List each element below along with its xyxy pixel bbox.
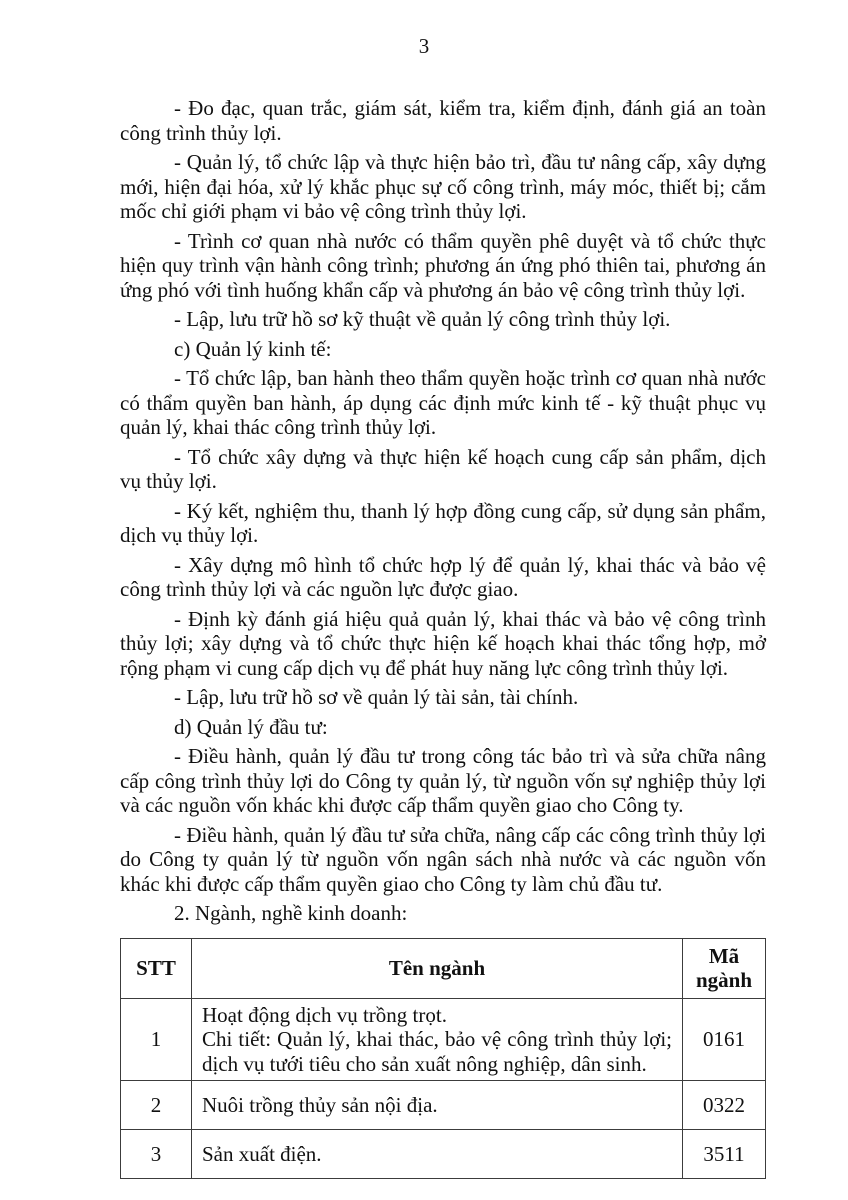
table-header-row [121,938,766,998]
industry-detail: Chi tiết: Quản lý, khai thác, bảo vệ công trình thủy lợi; dịch vụ tưới tiêu cho sản xuất nông nghiệp, dân sinh. [202,1027,672,1076]
paragraph-quan-ly-to-chuc: - Quản lý, tổ chức lập và thực hiện bảo trì, đầu tư nâng cấp, xây dựng mới, hiện đại hóa, xử lý khắc phục sự cố công trình, máy móc, thiết bị; cắm mốc chỉ giới phạm vi bảo vệ công trình thủy lợi. [120,150,766,223]
table-row [121,1130,766,1179]
row-industry-name [192,1130,683,1179]
industry-title: Sản xuất điện. [202,1141,322,1166]
paragraph-to-chuc-xay-dung: - Tổ chức xây dựng và thực hiện kế hoạch cung cấp sản phẩm, dịch vụ thủy lợi. [120,444,766,493]
paragraph-xay-dung-mo-hinh: - Xây dựng mô hình tổ chức hợp lý để quản lý, khai thác và bảo vệ công trình thủy lợi và các nguồn lực được giao. [120,552,766,601]
row-industry-code: 0161 [683,998,766,1081]
table-row [121,1081,766,1130]
row-industry-code: 3511 [683,1130,766,1179]
table-row [121,998,766,1081]
row-stt: 3 [121,1130,192,1179]
page-number: 3 [418,34,430,58]
paragraph-lap-luu-tru-tai-san: - Lập, lưu trữ hồ sơ về quản lý tài sản, tài chính. [174,685,579,709]
document-body [120,96,766,1179]
paragraph-dieu-hanh-bao-tri: - Điều hành, quản lý đầu tư trong công tác bảo trì và sửa chữa nâng cấp công trình thủy lợi do Công ty quản lý, từ nguồn vốn sự nghiệp thủy lợi và các nguồn vốn khác khi được cấp thẩm quyền giao cho Công ty. [120,744,766,817]
paragraph-lap-luu-tru-ky-thuat: - Lập, lưu trữ hồ sơ kỹ thuật về quản lý công trình thủy lợi. [174,307,671,331]
row-industry-name [192,998,683,1081]
industry-title: Hoạt động dịch vụ trồng trọt. [202,1002,447,1027]
paragraph-do-dac: - Đo đạc, quan trắc, giám sát, kiểm tra, kiểm định, đánh giá an toàn công trình thủy lợi. [120,96,766,145]
paragraph-dieu-hanh-sua-chua: - Điều hành, quản lý đầu tư sửa chữa, nâng cấp các công trình thủy lợi do Công ty quản lý từ nguồn vốn ngân sách nhà nước và các nguồn vốn khác khi được cấp thẩm quyền giao cho Công ty làm chủ đầu tư. [120,822,766,896]
business-lines-table [120,938,766,1180]
paragraph-to-chuc-lap-ban-hanh: - Tổ chức lập, ban hành theo thẩm quyền hoặc trình cơ quan nhà nước có thẩm quyền ban hành, áp dụng các định mức kinh tế - kỹ thuật phục vụ quản lý, khai thác công trình thủy lợi. [120,366,766,439]
table-header-stt: STT [121,938,192,998]
row-industry-name [192,1081,683,1130]
row-stt: 2 [121,1081,192,1130]
heading-nganh-nghe-kinh-doanh: 2. Ngành, nghề kinh doanh: [174,901,408,925]
paragraph-dinh-ky-danh-gia: - Định kỳ đánh giá hiệu quả quản lý, khai thác và bảo vệ công trình thủy lợi; xây dựng và tổ chức thực hiện kế hoạch khai thác tổng hợp, mở rộng phạm vi cung cấp dịch vụ để phát huy năng lực công trình thủy lợi. [120,606,766,680]
table-header-ten-nganh: Tên ngành [192,938,683,998]
heading-quan-ly-kinh-te: c) Quản lý kinh tế: [174,336,332,361]
table-header-ma-nganh: Mã ngành [683,938,766,998]
row-stt: 1 [121,998,192,1081]
paragraph-trinh-co-quan: - Trình cơ quan nhà nước có thẩm quyền phê duyệt và tổ chức thực hiện quy trình vận hành công trình; phương án ứng phó thiên tai, phương án ứng phó với tình huống khẩn cấp và phương án bảo vệ công trình thủy lợi. [120,228,766,302]
paragraph-ky-ket: - Ký kết, nghiệm thu, thanh lý hợp đồng cung cấp, sử dụng sản phẩm, dịch vụ thủy lợi. [120,498,766,547]
heading-quan-ly-dau-tu: d) Quản lý đầu tư: [174,714,328,739]
industry-title: Nuôi trồng thủy sản nội địa. [202,1092,438,1117]
row-industry-code: 0322 [683,1081,766,1130]
